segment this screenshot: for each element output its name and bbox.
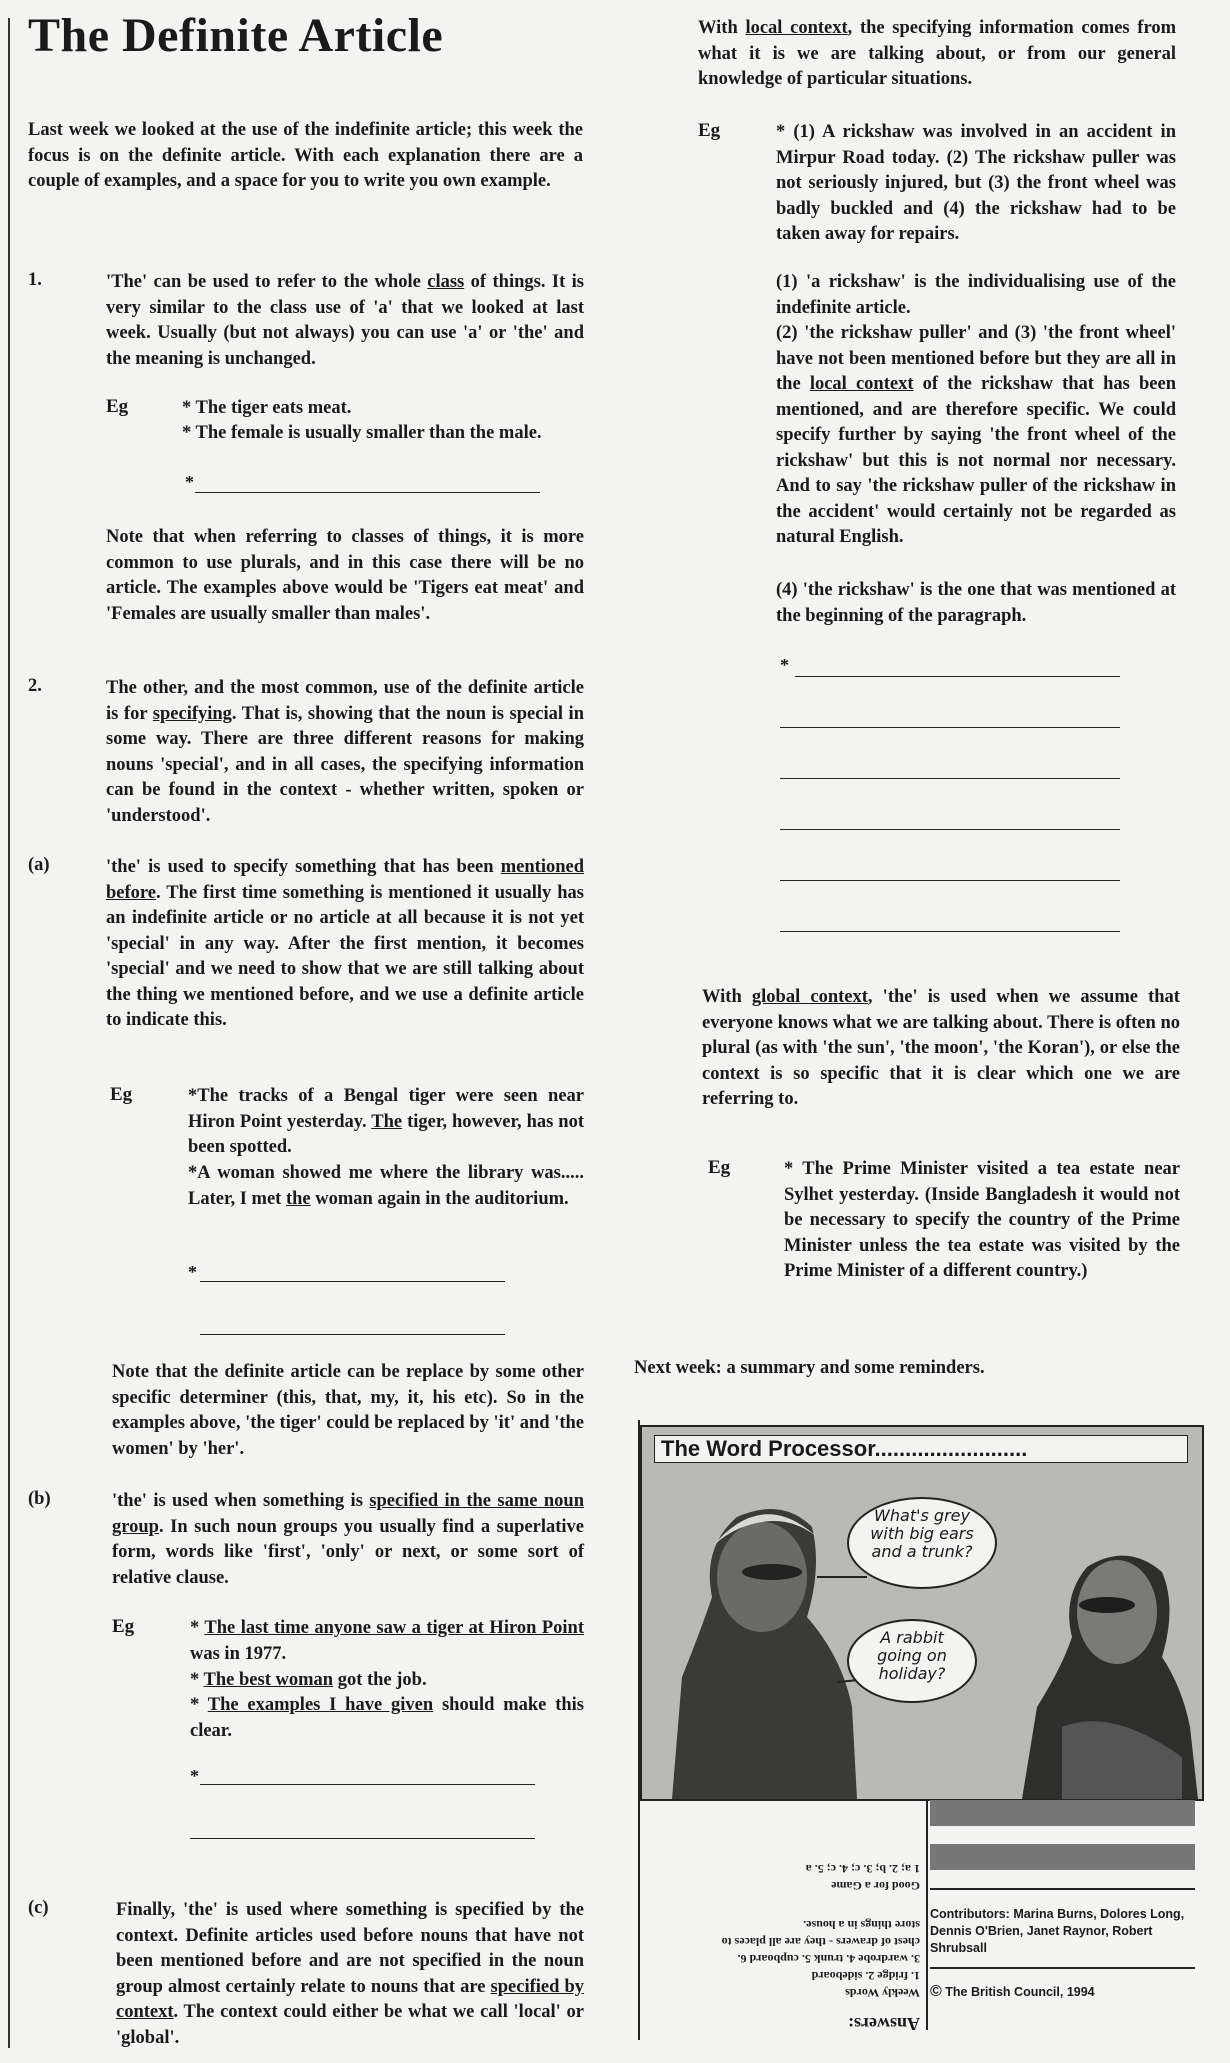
answers-box	[640, 1812, 920, 2032]
section-a-note: Note that the definite article can be replace by some other specific determiner (this, that, my, it, his etc). So in the examples above, 'the tiger' could be replaced by 'it' and 'the women' by 'her'.	[112, 1362, 584, 1459]
section-c-text: Finally, 'the' is used where something is specified by the context. Definite articles used before nouns that have not been mentioned before and are not specified in the noun group almost certainly relate to nouns that are specified by context. The context could either be what we call 'local' or 'global'.	[116, 1900, 584, 2048]
section-c-label: (c)	[28, 1898, 49, 1918]
section-b-example-3: * The examples I have given should make this clear.	[190, 1695, 584, 1741]
write-line[interactable]	[780, 778, 1120, 779]
answers-line: 3. wardrobe 4. trunk 5. cupboard 6.	[737, 1952, 920, 1966]
page-title: The Definite Article	[28, 9, 444, 62]
answers-heading: Answers:	[848, 2014, 920, 2034]
weekly-words-heading: Weekly Words	[845, 1986, 920, 2000]
global-eg-label: Eg	[708, 1157, 731, 1178]
section-b-eg-label: Eg	[112, 1616, 135, 1637]
answers-divider	[926, 1800, 928, 2030]
answers-line: store things in a house.	[803, 1918, 920, 1932]
write-line[interactable]	[780, 727, 1120, 728]
section-b-label: (b)	[28, 1489, 51, 1509]
grey-bar	[930, 1844, 1195, 1870]
local-eg-label: Eg	[698, 120, 721, 141]
speech-bubble-question: What's grey with big ears and a trunk?	[847, 1497, 997, 1589]
section-2-text: The other, and the most common, use of the definite article is for specifying. That is, showing that the noun is special in some way. There are three different reasons for making nouns 'special', and in all cases, the specifying information can be found in the context - whether written, spoken or 'understood'.	[106, 678, 584, 826]
speech-bubble-answer: A rabbit going on holiday?	[847, 1619, 977, 1703]
explanation-4: (4) 'the rickshaw' is the one that was mentioned at the beginning of the paragraph.	[776, 580, 1176, 626]
section-1-text: 'The' can be used to refer to the whole class of things. It is very similar to the class use of 'a' that we looked at last week. Usually (but not always) you can use 'a' or 'the' and the meaning is unchanged.	[106, 272, 584, 369]
left-woman-figure	[672, 1509, 857, 1799]
right-woman-figure	[1022, 1556, 1198, 1799]
write-line[interactable]	[200, 1281, 505, 1282]
section-a-eg-label: Eg	[110, 1084, 133, 1105]
answers-line: 1. fridge 2. sideboard	[811, 1969, 920, 1983]
section-b-text: 'the' is used when something is specified in the same noun group. In such noun groups you usually find a superlative form, words like 'first', 'only' or next, or some sort of relative clause.	[112, 1491, 584, 1588]
section-1-note: Note that when referring to classes of things, it is more common to use plurals, and in this case there will be no article. The examples above would be 'Tigers eat meat' and 'Females are usually smaller than males'.	[106, 527, 584, 624]
write-line[interactable]	[780, 880, 1120, 881]
explanation-2: (2) 'the rickshaw puller' and (3) 'the front wheel' have not been mentioned before but they are all in the local context of the rickshaw that has been mentioned, and are therefore specific. We could specify further by saying 'the front wheel of the rickshaw' but this is not normal nor necessary. And to say 'the rickshaw puller of the rickshaw in the accident' would certainly not be regarded as natural English.	[776, 323, 1176, 547]
copyright-icon: ©	[930, 1983, 942, 2000]
section-1-number: 1.	[28, 270, 42, 290]
write-line[interactable]	[190, 1838, 535, 1839]
cartoon-title: The Word Processor.........................	[654, 1435, 1188, 1463]
section-a-text: 'the' is used to specify something that has been mentioned before. The first time something is mentioned it usually has an indefinite article or no article at all because it is not yet 'special' in any way. After the first mention, it becomes 'special' and we need to show that we are still talking about the thing we mentioned before, and we use a definite article to indicate this.	[106, 857, 584, 1030]
contributors-text: Contributors: Marina Burns, Dolores Long, Dennis O'Brien, Janet Raynor, Robert Shrubsall	[930, 1888, 1195, 1957]
left-margin-rule	[8, 18, 10, 2048]
local-context-intro: With local context, the specifying information comes from what it is we are talking about, or from our general knowledge of particular situations.	[698, 18, 1176, 89]
local-example: * (1) A rickshaw was involved in an accident in Mirpur Road today. (2) The rickshaw puller was not seriously injured, but (3) the front wheel was badly buckled and (4) the rickshaw had to be taken away for repairs.	[776, 122, 1176, 244]
section-a-example-2: *A woman showed me where the library was..... Later, I met the woman again in the auditorium.	[188, 1163, 584, 1209]
write-line[interactable]	[780, 931, 1120, 932]
global-example: * The Prime Minister visited a tea estate near Sylhet yesterday. (Inside Bangladesh it would not be necessary to specify the country of the Prime Minister unless the tea estate was visited by the Prime Minister of a different country.)	[784, 1159, 1180, 1281]
section-1-example-1: * The tiger eats meat.	[182, 398, 352, 418]
global-context-intro: With global context, 'the' is used when we assume that everyone knows what we are talking about. There is often no plural (as with 'the sun', 'the moon', 'the Koran'), or else the context is so specific that it is clear which one we are referring to.	[702, 987, 1180, 1109]
section-2-number: 2.	[28, 676, 42, 696]
copyright-line: © The British Council, 1994	[930, 1967, 1195, 2001]
write-line-star: *	[780, 655, 789, 675]
write-line-star: *	[188, 1262, 197, 1282]
write-line[interactable]	[200, 1334, 505, 1335]
write-line[interactable]	[195, 492, 540, 493]
section-b-example-1: * The last time anyone saw a tiger at Hiron Point was in 1977.	[190, 1618, 584, 1664]
word-processor-cartoon	[640, 1425, 1204, 1801]
section-a-label: (a)	[28, 855, 50, 875]
grey-bar	[930, 1800, 1195, 1826]
write-line[interactable]	[200, 1784, 535, 1785]
section-1-eg-label: Eg	[106, 396, 129, 417]
write-line-star: *	[185, 472, 194, 492]
write-line[interactable]	[795, 676, 1120, 677]
write-line-star: *	[190, 1766, 199, 1786]
section-a-example-1: *The tracks of a Bengal tiger were seen near Hiron Point yesterday. The tiger, however, has not been spotted.	[188, 1086, 585, 1157]
section-b-example-2: * The best woman got the job.	[190, 1670, 427, 1690]
section-1-example-2: * The female is usually smaller than the male.	[182, 423, 542, 443]
next-week-note: Next week: a summary and some reminders.	[634, 1358, 985, 1378]
cartoon-illustration	[642, 1427, 1202, 1799]
contributors-box	[930, 1800, 1195, 2001]
write-line[interactable]	[780, 829, 1120, 830]
explanation-1: (1) 'a rickshaw' is the individualising use of the indefinite article.	[776, 272, 1176, 318]
answers-line: chest of drawers - they are all places to	[721, 1935, 920, 1949]
game-key: 1 a; 2. b; 3. c; 4. c; 5. a	[805, 1862, 920, 1876]
good-for-game-heading: Good for a Game	[831, 1879, 920, 1893]
intro-paragraph: Last week we looked at the use of the indefinite article; this week the focus is on the definite article. With each explanation there are a couple of examples, and a space for you to write you own example.	[28, 120, 583, 191]
